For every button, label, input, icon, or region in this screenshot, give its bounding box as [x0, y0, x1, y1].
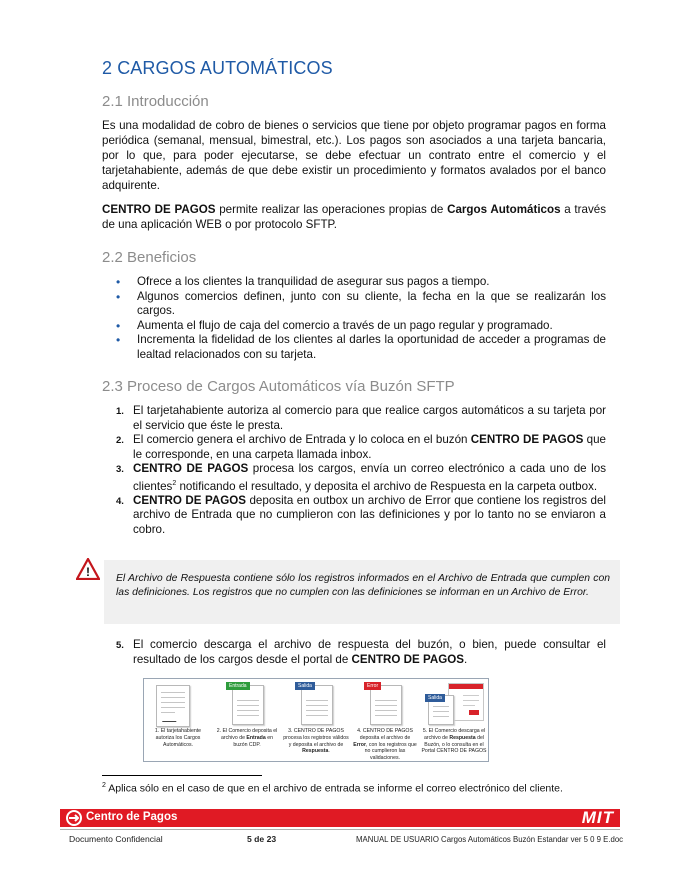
bullet-icon: • — [116, 333, 121, 347]
heading-proceso: 2.3 Proceso de Cargos Automáticos vía Buzón SFTP — [102, 378, 455, 395]
file-tag: Salida — [425, 694, 445, 702]
file-icon — [301, 685, 333, 725]
text-span: permite realizar las operaciones propias de — [215, 203, 448, 216]
diagram-step-3 — [282, 679, 350, 761]
list-item: • Ofrece a los clientes la tranquilidad de asegurar sus pagos a tiempo. — [116, 275, 490, 289]
file-icon — [232, 685, 264, 725]
note-text: El Archivo de Respuesta contiene sólo los registros informados en el Archivo de Entrada que cumplen con las definiciones. Los registros que no cumplen con las definiciones se informan en un Archivo de Error. — [116, 573, 610, 598]
process-steps — [102, 404, 606, 537]
list-item: • Incrementa la fidelidad de los clientes al darles la oportunidad de acceder a programas de lealtad relacionados con su tarjeta. — [116, 333, 606, 361]
bold-term: Cargos Automáticos — [447, 203, 561, 216]
footer-divider — [60, 829, 620, 830]
process-steps-continued — [102, 638, 606, 667]
footnote: $^2$ Aplica sólo en el caso de que en el archivo de entrada se informe el correo electrónico del cliente. — [102, 782, 563, 795]
list-item: 2. El comercio genera el archivo de Entrada y lo coloca en el buzón CENTRO DE PAGOS que le corresponde, en una carpeta llamada inbox. — [116, 433, 606, 461]
file-tag: Salida — [295, 682, 315, 690]
diagram-caption: 1. El tarjetahabiente autoriza los Cargos Automáticos. — [154, 728, 202, 748]
footer-left: Documento Confidencial — [69, 834, 163, 844]
centro-de-pagos-logo-icon — [66, 810, 82, 826]
footnote-divider — [102, 775, 262, 776]
diagram-step-2 — [213, 679, 281, 761]
benefits-list — [102, 275, 606, 362]
warning-icon — [76, 558, 100, 580]
list-item: 3. CENTRO DE PAGOS procesa los cargos, envía un correo electrónico a cada uno de los clientes$^2$ notificando el resultado, y deposita el archivo de Respuesta en la carpeta outbox. — [116, 462, 606, 493]
list-item: • Aumenta el flujo de caja del comercio a través de un pago regular y programado. — [116, 318, 553, 333]
bullet-icon: • — [116, 318, 121, 333]
list-item: • Algunos comercios definen, junto con su cliente, la fecha en la que se realizarán los cargos. — [116, 289, 606, 317]
heading-introduccion: 2.1 Introducción — [102, 93, 209, 110]
section-heading: 2 CARGOS AUTOMÁTICOS — [102, 58, 333, 78]
mit-logo: MIT — [581, 808, 614, 827]
diagram-caption: 4. CENTRO DE PAGOS deposita el archivo de Error, con los registros que no cumplieron las validaciones. — [353, 728, 417, 762]
bullet-icon: • — [116, 289, 121, 304]
heading-beneficios: 2.2 Beneficios — [102, 249, 197, 266]
footer-brand-bar — [60, 809, 620, 827]
file-icon — [370, 685, 402, 725]
diagram-caption: 5. El Comercio descarga el archivo de Respuesta del Buzón, o lo consulta en el Portal CENTRO DE PAGOS — [421, 728, 487, 755]
footer-right: MANUAL DE USUARIO Cargos Automáticos Buzón Estandar ver 5 0 9 E.doc — [356, 835, 624, 844]
footer-brand-text: Centro de Pagos — [86, 811, 178, 823]
text-span: a través de una aplicación WEB o por protocolo SFTP. — [102, 203, 606, 231]
diagram-caption: 3. CENTRO DE PAGOS procesa los registros válidos y deposita el archivo de Respuesta. — [283, 728, 349, 755]
form-document-icon — [156, 685, 190, 727]
diagram-step-1 — [144, 679, 212, 761]
list-item: 4. CENTRO DE PAGOS deposita en outbox un archivo de Error que contiene los registros del archivo de Entrada que no cumplieron con las definiciones y por lo tanto no se enviaron a cobro. — [116, 493, 607, 536]
intro-paragraph: Es una modalidad de cobro de bienes o servicios que tiene por objeto programar pagos en forma periódica (semanal, mensual, bimestral, etc.). Los pagos son asociados a una tarjeta bancaria, por lo que, para poder ejecutarse, se debe efectuar un contrato entre el comercio y el tarjetahabiente, además de que debe existir un procedimiento y formatos avalados por el banco adquirente. — [102, 119, 606, 192]
page-number: 5 de 23 — [247, 834, 277, 844]
brand-bold: CENTRO DE PAGOS — [102, 203, 216, 216]
process-diagram — [143, 678, 489, 762]
diagram-caption: 2. El Comercio deposita el archivo de Entrada en buzón CDP. — [216, 728, 278, 748]
list-item: 5. El comercio descarga el archivo de respuesta del buzón, o bien, puede consultar el resultado de los cargos desde el portal de CENTRO DE PAGOS. — [116, 638, 606, 666]
bullet-icon: • — [116, 275, 121, 289]
list-item: 1. El tarjetahabiente autoriza al comercio para que realice cargos automáticos a su tarjeta por el servicio que éste le presta. — [116, 404, 606, 432]
diagram-step-5 — [420, 679, 488, 761]
file-tag: Error — [364, 682, 381, 690]
svg-text:!: ! — [86, 565, 90, 579]
warning-note — [104, 560, 620, 624]
file-tag: Entrada — [226, 682, 250, 690]
intro-paragraph-2 — [102, 202, 606, 232]
diagram-step-4 — [351, 679, 419, 761]
